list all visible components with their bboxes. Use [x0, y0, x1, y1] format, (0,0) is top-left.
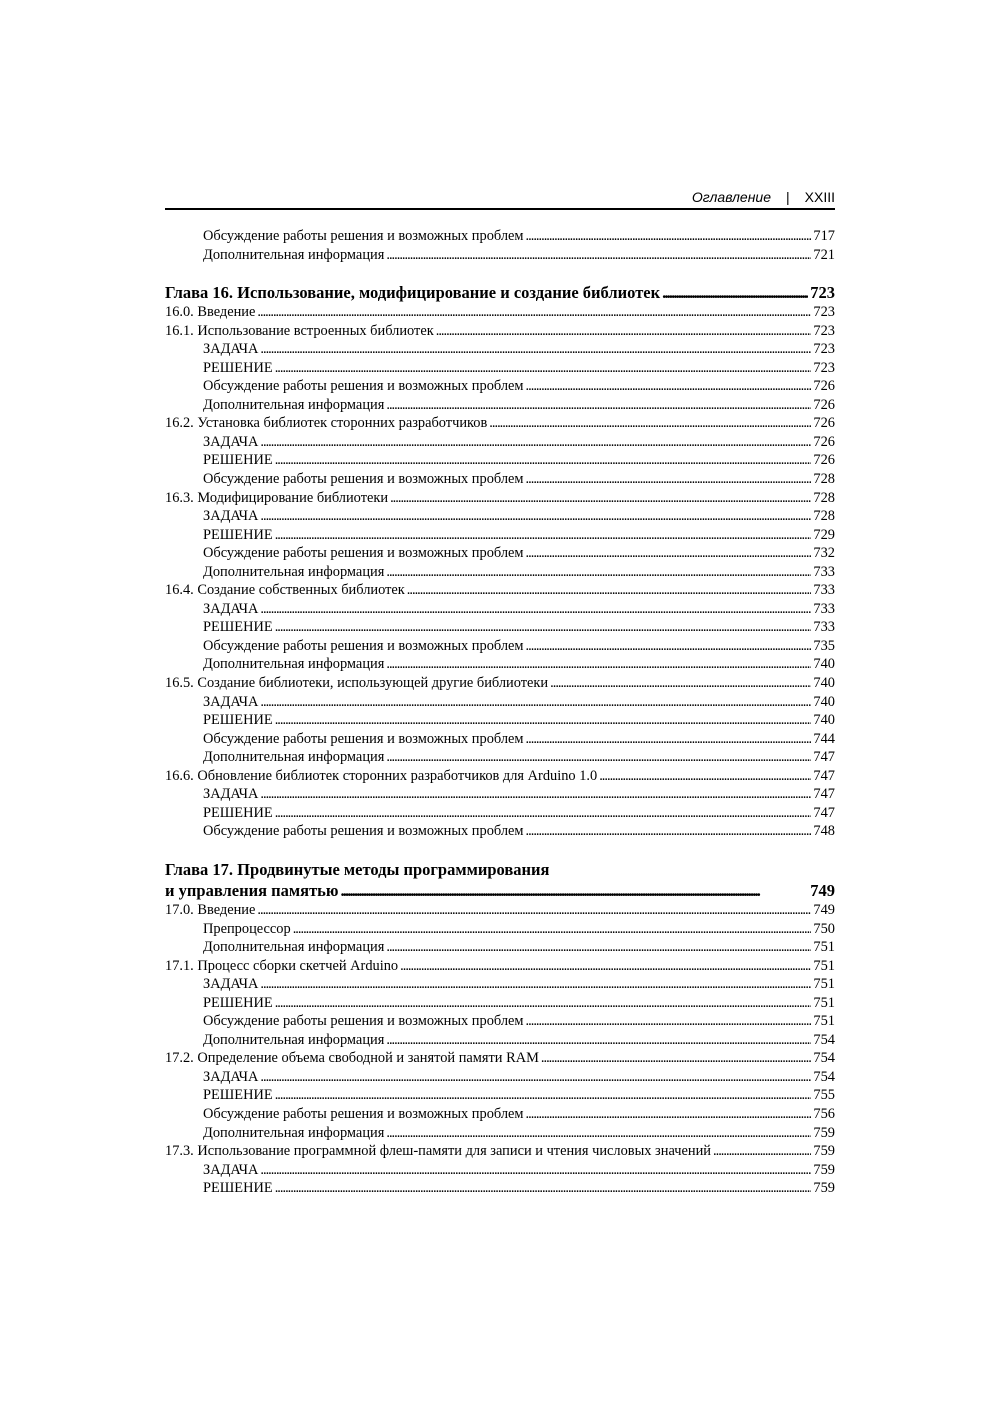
toc-entry-page: 733 [813, 600, 835, 617]
toc-entry-label: Дополнительная информация [203, 656, 385, 673]
dot-leader [436, 322, 812, 341]
dot-leader [599, 767, 811, 786]
toc-entry-page: 740 [813, 712, 835, 729]
toc-entry[interactable] [165, 451, 835, 470]
toc-entry-label: ЗАДАЧА [203, 786, 259, 803]
dot-leader [275, 804, 812, 823]
toc-entry-label: ЗАДАЧА [203, 433, 259, 450]
dot-leader [260, 1068, 811, 1087]
toc-entry-page: 755 [813, 1087, 835, 1104]
toc-entry-label: РЕШЕНИЕ [203, 804, 273, 821]
toc-entry-label: ЗАДАЧА [203, 1161, 259, 1178]
toc-entry-label: 16.5. Создание библиотеки, использующей другие библиотеки [165, 675, 549, 692]
dot-leader [526, 822, 812, 841]
toc-entry-page: 751 [813, 976, 835, 993]
toc-entry-label: Обсуждение работы решения и возможных проблем [203, 637, 524, 654]
dot-leader [275, 526, 812, 545]
header-rule [165, 208, 835, 210]
toc-entry-page: 749 [813, 901, 835, 918]
toc-entry-page: 754 [813, 1068, 835, 1085]
toc-entry-page: 726 [813, 396, 835, 413]
dot-leader [275, 994, 812, 1013]
toc-entry-label: 16.4. Создание собственных библиотек [165, 582, 405, 599]
toc-entry[interactable] [165, 618, 835, 637]
toc-entry-label: Обсуждение работы решения и возможных проблем [203, 1105, 524, 1122]
dot-leader [260, 507, 811, 526]
toc-pre-entries [165, 227, 835, 264]
toc-entry[interactable] [165, 920, 835, 939]
toc-entry[interactable] [165, 544, 835, 563]
toc-entry-label: РЕШЕНИЕ [203, 526, 273, 543]
toc-entry[interactable] [165, 470, 835, 489]
toc-entry-page: 759 [813, 1180, 835, 1197]
dot-leader [386, 748, 811, 767]
chapter-17-page: 749 [810, 880, 835, 900]
running-head [165, 186, 835, 208]
dot-leader [260, 975, 811, 994]
toc-entry-page: 721 [813, 246, 835, 263]
toc-entry-label: 17.2. Определение объема свободной и занятой памяти RAM [165, 1050, 539, 1067]
toc-entry[interactable] [165, 1105, 835, 1124]
toc-entry-label: Обсуждение работы решения и возможных проблем [203, 228, 524, 244]
toc-entry-label: 16.2. Установка библиотек сторонних разработчиков [165, 415, 488, 432]
dot-leader [257, 303, 811, 322]
dot-leader [260, 600, 811, 619]
running-head-page-number: XXIII [804, 189, 835, 205]
toc-entry-page: 754 [813, 1031, 835, 1048]
toc-entry-label: 17.1. Процесс сборки скетчей Arduino [165, 957, 399, 974]
toc-entry[interactable] [165, 489, 835, 508]
running-head-separator: | [786, 189, 790, 205]
toc-entry[interactable] [165, 785, 835, 804]
toc-entry[interactable] [165, 396, 835, 415]
dot-leader [550, 674, 811, 693]
toc-entry[interactable] [165, 637, 835, 656]
toc-entry[interactable] [165, 507, 835, 526]
toc-entry-page: 740 [813, 656, 835, 673]
chapter-16-heading[interactable] [165, 282, 835, 303]
toc-entry[interactable] [165, 957, 835, 976]
toc-entry-label: Обсуждение работы решения и возможных проблем [203, 378, 524, 395]
toc-entry[interactable] [165, 1124, 835, 1143]
toc-entry-page: 747 [813, 767, 835, 784]
toc-entry-page: 717 [813, 228, 835, 244]
toc-entry-page: 728 [813, 508, 835, 525]
toc-entry-label: РЕШЕНИЕ [203, 994, 273, 1011]
dot-leader [526, 470, 812, 489]
dot-leader [275, 618, 812, 637]
toc-entry[interactable] [165, 563, 835, 582]
toc-entry[interactable] [165, 246, 835, 265]
toc-entry-page: 728 [813, 471, 835, 488]
toc-entry-label: Обсуждение работы решения и возможных проблем [203, 471, 524, 488]
dot-leader [257, 901, 811, 920]
toc-entry-page: 740 [813, 693, 835, 710]
toc-entry[interactable] [165, 938, 835, 957]
toc-entry[interactable] [165, 303, 835, 322]
toc-entry-label: Обсуждение работы решения и возможных проблем [203, 1013, 524, 1030]
chapter-16-entries [165, 303, 835, 841]
toc-entry-page: 733 [813, 563, 835, 580]
dot-leader [260, 433, 811, 452]
toc-entry-label: 17.0. Введение [165, 901, 256, 918]
toc-entry[interactable] [165, 994, 835, 1013]
toc-entry-label: РЕШЕНИЕ [203, 359, 273, 376]
dot-leader [407, 581, 812, 600]
toc-entry-page: 726 [813, 433, 835, 450]
toc-entry[interactable] [165, 581, 835, 600]
toc-entry-page: 750 [813, 920, 835, 937]
toc-entry[interactable] [165, 322, 835, 341]
dot-leader [526, 377, 812, 396]
toc-entry-page: 733 [813, 619, 835, 636]
toc-entry-page: 728 [813, 489, 835, 506]
toc-entry[interactable] [165, 975, 835, 994]
toc-entry-label: РЕШЕНИЕ [203, 619, 273, 636]
dot-leader [386, 563, 811, 582]
dot-leader [526, 637, 812, 656]
toc-entry-label: РЕШЕНИЕ [203, 1087, 273, 1104]
dot-leader [526, 1105, 812, 1124]
toc-entry-page: 726 [813, 415, 835, 432]
toc-entry-label: ЗАДАЧА [203, 341, 259, 358]
dot-leader [713, 1142, 811, 1161]
toc-entry-page: 747 [813, 749, 835, 766]
chapter-17-title-line2: и управления памятью [165, 880, 339, 900]
dot-leader [386, 1031, 811, 1050]
dot-leader [260, 1161, 811, 1180]
toc-entry-label: РЕШЕНИЕ [203, 712, 273, 729]
dot-leader [489, 414, 811, 433]
toc-entry[interactable] [165, 822, 835, 841]
dot-leader [260, 693, 811, 712]
toc-entry-page: 744 [813, 730, 835, 747]
toc-entry-page: 747 [813, 786, 835, 803]
chapter-16-page: 723 [810, 283, 835, 303]
toc-entry[interactable] [165, 748, 835, 767]
dot-leader [526, 544, 812, 563]
toc-entry[interactable] [165, 674, 835, 693]
toc-entry-label: 16.0. Введение [165, 304, 256, 321]
dot-leader [275, 1086, 812, 1105]
toc-entry[interactable] [165, 433, 835, 452]
toc-entry-label: Обсуждение работы решения и возможных проблем [203, 730, 524, 747]
toc-entry-label: Дополнительная информация [203, 1031, 385, 1048]
toc-entry[interactable] [165, 1031, 835, 1050]
toc-entry[interactable] [165, 377, 835, 396]
toc-entry[interactable] [165, 1012, 835, 1031]
dot-leader [275, 359, 812, 378]
toc-entry[interactable] [165, 730, 835, 749]
dot-leader [386, 246, 811, 265]
toc-entry-page: 759 [813, 1143, 835, 1160]
toc-entry-page: 759 [813, 1124, 835, 1141]
toc-entry[interactable] [165, 526, 835, 545]
toc-entry-page: 747 [813, 804, 835, 821]
chapter-17-heading[interactable] [165, 880, 835, 901]
toc-entry-label: Дополнительная информация [203, 563, 385, 580]
toc-entry-page: 723 [813, 341, 835, 358]
toc-entry[interactable] [165, 1049, 835, 1068]
dot-leader [541, 1049, 812, 1068]
dot-leader [293, 920, 812, 939]
toc-entry-page: 723 [813, 322, 835, 339]
toc-entry[interactable] [165, 804, 835, 823]
toc-entry[interactable] [165, 767, 835, 786]
dot-leader [260, 785, 811, 804]
dot-leader [400, 957, 811, 976]
dot-leader [386, 938, 811, 957]
toc-entry-label: Дополнительная информация [203, 396, 385, 413]
toc-entry-label: 16.1. Использование встроенных библиотек [165, 322, 434, 339]
dot-leader [526, 227, 812, 246]
dot-leader [386, 396, 811, 415]
toc-entry[interactable] [165, 655, 835, 674]
dot-leader [526, 730, 812, 749]
toc-entry[interactable] [165, 359, 835, 378]
dot-leader [526, 1012, 812, 1031]
chapter-17-entries [165, 901, 835, 1198]
toc-entry[interactable] [165, 901, 835, 920]
toc-entry-page: 726 [813, 452, 835, 469]
toc-entry[interactable] [165, 711, 835, 730]
dot-leader [662, 282, 808, 303]
toc-entry-page: 759 [813, 1161, 835, 1178]
dot-leader [275, 451, 812, 470]
toc-entry-label: 16.6. Обновление библиотек сторонних разработчиков для Arduino 1.0 [165, 767, 598, 784]
toc-entry[interactable] [165, 693, 835, 712]
toc-entry-page: 735 [813, 637, 835, 654]
toc-entry[interactable] [165, 1179, 835, 1198]
toc-entry-page: 751 [813, 1013, 835, 1030]
toc-entry-page: 756 [813, 1105, 835, 1122]
toc-entry-label: 16.3. Модифицирование библиотеки [165, 489, 389, 506]
toc-entry-label: Обсуждение работы решения и возможных проблем [203, 545, 524, 562]
toc-entry-label: ЗАДАЧА [203, 693, 259, 710]
dot-leader [275, 1179, 812, 1198]
toc-entry[interactable] [165, 1161, 835, 1180]
toc-entry-label: Препроцессор [203, 920, 291, 937]
running-head-title: Оглавление [691, 189, 771, 205]
toc-entry-label: ЗАДАЧА [203, 976, 259, 993]
toc-entry[interactable] [165, 1068, 835, 1087]
toc-entry-page: 733 [813, 582, 835, 599]
toc-entry-page: 723 [813, 304, 835, 321]
table-of-contents [165, 227, 835, 1198]
toc-entry-label: Обсуждение работы решения и возможных проблем [203, 823, 524, 840]
toc-entry-page: 732 [813, 545, 835, 562]
toc-entry-label: Дополнительная информация [203, 749, 385, 766]
toc-entry[interactable] [165, 227, 835, 246]
toc-entry-page: 726 [813, 378, 835, 395]
toc-entry[interactable] [165, 600, 835, 619]
toc-entry-label: РЕШЕНИЕ [203, 1180, 273, 1197]
toc-entry-page: 748 [813, 823, 835, 840]
toc-entry[interactable] [165, 414, 835, 433]
dot-leader [275, 711, 812, 730]
toc-entry-page: 751 [813, 957, 835, 974]
toc-entry-label: 17.3. Использование программной флеш-памяти для записи и чтения числовых значений [165, 1143, 711, 1160]
dot-leader [390, 489, 811, 508]
chapter-16-title: Глава 16. Использование, модифицирование и создание библиотек [165, 283, 661, 303]
toc-entry-label: ЗАДАЧА [203, 600, 259, 617]
toc-entry-page: 740 [813, 675, 835, 692]
dot-leader [386, 655, 811, 674]
dot-leader [386, 1124, 811, 1143]
toc-entry-label: Дополнительная информация [203, 939, 385, 956]
toc-entry-page: 751 [813, 994, 835, 1011]
toc-entry-label: ЗАДАЧА [203, 508, 259, 525]
toc-entry-page: 723 [813, 359, 835, 376]
toc-entry-label: РЕШЕНИЕ [203, 452, 273, 469]
toc-entry-page: 729 [813, 526, 835, 543]
chapter-17-title-line1: Глава 17. Продвинутые методы программирования [165, 859, 550, 879]
toc-entry[interactable] [165, 1142, 835, 1161]
toc-entry-page: 754 [813, 1050, 835, 1067]
toc-entry-label: Дополнительная информация [203, 1124, 385, 1141]
dot-leader [260, 340, 811, 359]
toc-entry[interactable] [165, 1086, 835, 1105]
toc-entry-page: 751 [813, 939, 835, 956]
toc-entry-label: Дополнительная информация [203, 246, 385, 263]
toc-entry[interactable] [165, 340, 835, 359]
dot-leader [341, 880, 809, 901]
toc-entry-label: ЗАДАЧА [203, 1068, 259, 1085]
